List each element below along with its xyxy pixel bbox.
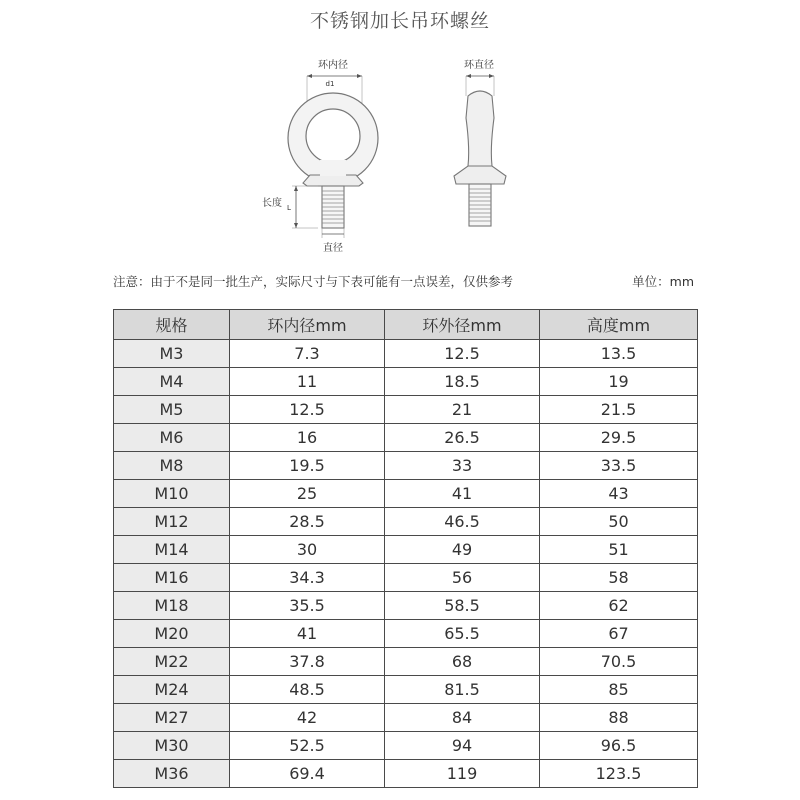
l-label: L xyxy=(287,204,291,212)
cell-inner: 37.8 xyxy=(230,648,385,676)
cell-outer: 33 xyxy=(385,452,540,480)
cell-height: 96.5 xyxy=(540,732,698,760)
cell-spec: M10 xyxy=(114,480,230,508)
header-spec: 规格 xyxy=(114,310,230,340)
cell-spec: M14 xyxy=(114,536,230,564)
table-row xyxy=(114,592,698,620)
cell-spec: M20 xyxy=(114,620,230,648)
cell-height: 62 xyxy=(540,592,698,620)
cell-outer: 94 xyxy=(385,732,540,760)
d1-label: d1 xyxy=(325,80,335,88)
table-row xyxy=(114,732,698,760)
table-row xyxy=(114,340,698,368)
cell-height: 33.5 xyxy=(540,452,698,480)
eye-bolt-diagram xyxy=(0,48,800,263)
cell-inner: 41 xyxy=(230,620,385,648)
cell-height: 51 xyxy=(540,536,698,564)
diameter-label: 直径 xyxy=(323,243,343,254)
inner-diameter-label: 环内径 xyxy=(318,60,348,71)
cell-spec: M3 xyxy=(114,340,230,368)
cell-outer: 56 xyxy=(385,564,540,592)
ring-diameter-label: 环直径 xyxy=(464,60,494,71)
table-row xyxy=(114,508,698,536)
table-row xyxy=(114,480,698,508)
cell-spec: M22 xyxy=(114,648,230,676)
header-inner-diameter: 环内径mm xyxy=(230,310,385,340)
cell-height: 123.5 xyxy=(540,760,698,788)
cell-height: 29.5 xyxy=(540,424,698,452)
table-row xyxy=(114,536,698,564)
cell-height: 21.5 xyxy=(540,396,698,424)
table-row xyxy=(114,452,698,480)
side-view xyxy=(454,58,506,226)
unit-label: 单位：mm xyxy=(632,274,694,289)
front-view xyxy=(262,58,378,254)
table-row xyxy=(114,676,698,704)
cell-spec: M5 xyxy=(114,396,230,424)
table-row xyxy=(114,368,698,396)
cell-height: 67 xyxy=(540,620,698,648)
table-row xyxy=(114,620,698,648)
cell-inner: 52.5 xyxy=(230,732,385,760)
table-header-row xyxy=(114,310,698,340)
header-outer-diameter: 环外径mm xyxy=(385,310,540,340)
table-row xyxy=(114,564,698,592)
cell-inner: 69.4 xyxy=(230,760,385,788)
cell-inner: 30 xyxy=(230,536,385,564)
table-row xyxy=(114,424,698,452)
cell-height: 85 xyxy=(540,676,698,704)
header-height: 高度mm xyxy=(540,310,698,340)
cell-inner: 48.5 xyxy=(230,676,385,704)
cell-inner: 25 xyxy=(230,480,385,508)
cell-height: 43 xyxy=(540,480,698,508)
cell-spec: M27 xyxy=(114,704,230,732)
cell-height: 19 xyxy=(540,368,698,396)
ring-inner xyxy=(306,109,360,163)
cell-height: 88 xyxy=(540,704,698,732)
cell-spec: M24 xyxy=(114,676,230,704)
cell-spec: M8 xyxy=(114,452,230,480)
cell-outer: 49 xyxy=(385,536,540,564)
cell-inner: 16 xyxy=(230,424,385,452)
cell-outer: 65.5 xyxy=(385,620,540,648)
cell-outer: 58.5 xyxy=(385,592,540,620)
cell-spec: M18 xyxy=(114,592,230,620)
cell-height: 13.5 xyxy=(540,340,698,368)
cell-outer: 46.5 xyxy=(385,508,540,536)
cell-outer: 26.5 xyxy=(385,424,540,452)
cell-outer: 18.5 xyxy=(385,368,540,396)
cell-inner: 7.3 xyxy=(230,340,385,368)
cell-outer: 84 xyxy=(385,704,540,732)
cell-spec: M30 xyxy=(114,732,230,760)
spec-table xyxy=(113,309,698,788)
table-row xyxy=(114,760,698,788)
cell-inner: 11 xyxy=(230,368,385,396)
eye-bolt-drawing xyxy=(0,48,800,263)
cell-outer: 119 xyxy=(385,760,540,788)
disclaimer-note: 注意：由于不是同一批生产，实际尺寸与下表可能有一点误差，仅供参考 xyxy=(113,274,514,289)
table-row xyxy=(114,396,698,424)
cell-inner: 34.3 xyxy=(230,564,385,592)
table-row xyxy=(114,704,698,732)
length-label: 长度 xyxy=(262,198,282,209)
page-title: 不锈钢加长吊环螺丝 xyxy=(309,10,490,32)
cell-outer: 21 xyxy=(385,396,540,424)
table-row xyxy=(114,648,698,676)
cell-spec: M16 xyxy=(114,564,230,592)
cell-spec: M6 xyxy=(114,424,230,452)
cell-inner: 19.5 xyxy=(230,452,385,480)
cell-height: 50 xyxy=(540,508,698,536)
cell-outer: 41 xyxy=(385,480,540,508)
cell-inner: 35.5 xyxy=(230,592,385,620)
cell-inner: 42 xyxy=(230,704,385,732)
cell-spec: M12 xyxy=(114,508,230,536)
cell-height: 58 xyxy=(540,564,698,592)
cell-inner: 28.5 xyxy=(230,508,385,536)
cell-outer: 12.5 xyxy=(385,340,540,368)
cell-spec: M36 xyxy=(114,760,230,788)
cell-spec: M4 xyxy=(114,368,230,396)
cell-outer: 68 xyxy=(385,648,540,676)
cell-inner: 12.5 xyxy=(230,396,385,424)
cell-height: 70.5 xyxy=(540,648,698,676)
cell-outer: 81.5 xyxy=(385,676,540,704)
